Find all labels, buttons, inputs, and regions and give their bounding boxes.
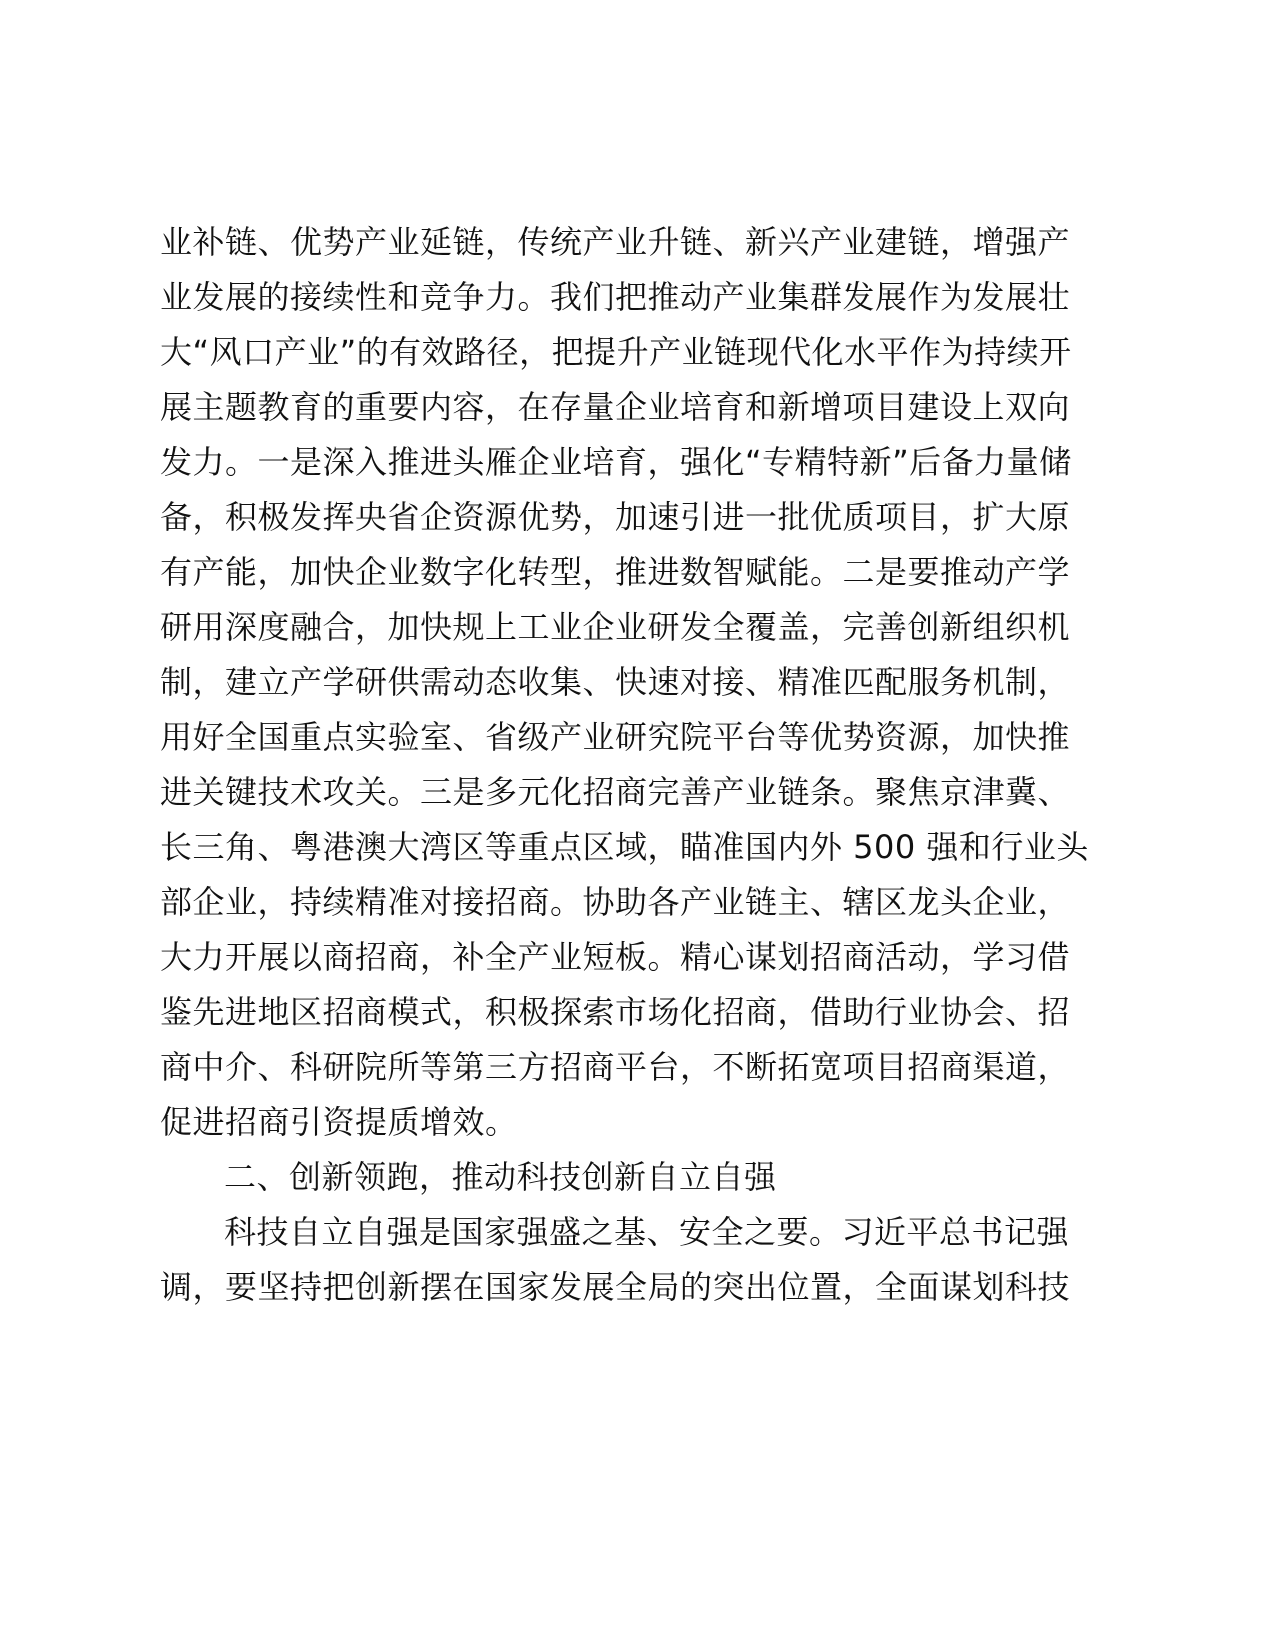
body-line: 制，建立产学研供需动态收集、快速对接、精准匹配服务机制， <box>160 663 1071 701</box>
body-line: 发力。一是深入推进头雁企业培育，强化“专精特新”后备力量储 <box>160 443 1072 481</box>
body-line: 大“风口产业”的有效路径，把提升产业链现代化水平作为持续开 <box>160 333 1072 371</box>
body-line: 促进招商引资提质增效。 <box>160 1103 518 1141</box>
body-line: 科技自立自强是国家强盛之基、安全之要。习近平总书记强 <box>224 1213 1070 1251</box>
document-page <box>160 0 1090 1650</box>
body-line: 部企业，持续精准对接招商。协助各产业链主、辖区龙头企业， <box>160 883 1071 921</box>
body-line: 研用深度融合，加快规上工业企业研发全覆盖，完善创新组织机 <box>160 608 1071 646</box>
body-line: 进关键技术攻关。三是多元化招商完善产业链条。聚焦京津冀、 <box>160 773 1071 811</box>
body-line: 业补链、优势产业延链，传统产业升链、新兴产业建链，增强产 <box>160 223 1071 261</box>
body-line: 用好全国重点实验室、省级产业研究院平台等优势资源，加快推 <box>160 718 1071 756</box>
body-line: 业发展的接续性和竞争力。我们把推动产业集群发展作为发展壮 <box>160 278 1071 316</box>
body-line: 大力开展以商招商，补全产业短板。精心谋划招商活动，学习借 <box>160 938 1071 976</box>
body-line: 备，积极发挥央省企资源优势，加速引进一批优质项目，扩大原 <box>160 498 1071 536</box>
body-line: 鉴先进地区招商模式，积极探索市场化招商，借助行业协会、招 <box>160 993 1071 1031</box>
body-line: 展主题教育的重要内容，在存量企业培育和新增项目建设上双向 <box>160 388 1071 426</box>
body-line: 商中介、科研院所等第三方招商平台，不断拓宽项目招商渠道， <box>160 1048 1071 1086</box>
body-line: 长三角、粤港澳大湾区等重点区域，瞄准国内外 500 强和行业头 <box>160 828 1089 866</box>
section-heading: 二、创新领跑，推动科技创新自立自强 <box>224 1158 777 1196</box>
body-line: 有产能，加快企业数字化转型，推进数智赋能。二是要推动产学 <box>160 553 1071 591</box>
body-line: 调，要坚持把创新摆在国家发展全局的突出位置，全面谋划科技 <box>160 1268 1071 1306</box>
